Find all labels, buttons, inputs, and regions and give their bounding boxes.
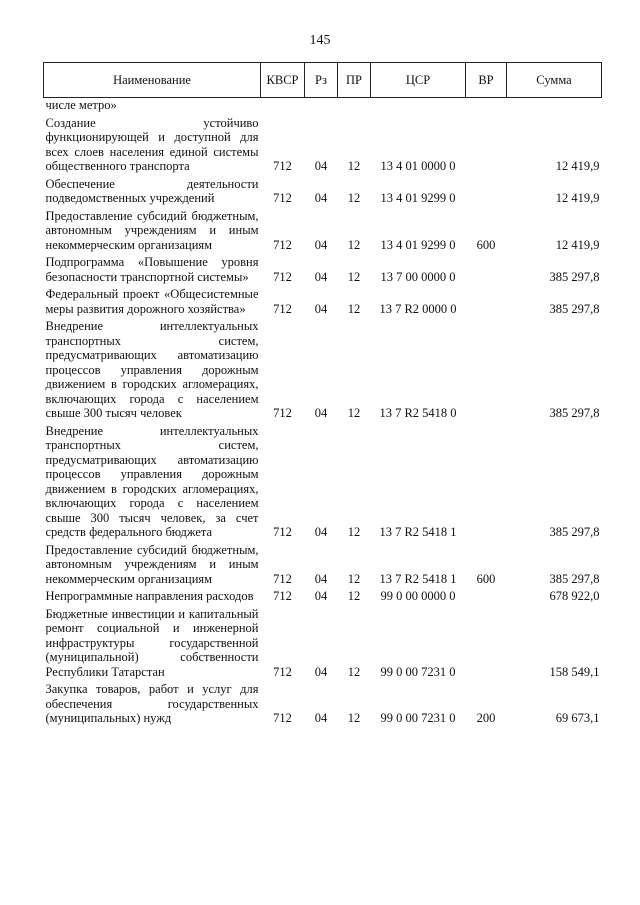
- row-pr: 12: [347, 664, 361, 679]
- row-kvsr: 712: [273, 301, 292, 316]
- row-vr: [466, 115, 507, 176]
- row-vr: [466, 176, 507, 208]
- row-pr: [338, 98, 371, 115]
- row-name: Федеральный проект «Общесистемные меры развития дорожного хозяйства»: [45, 287, 259, 316]
- row-name: Подпрограмма «Повышение уровня безопасности транспортной системы»: [45, 255, 259, 284]
- row-pr: 12: [347, 159, 361, 173]
- row-name: Непрограммные направления расходов: [45, 589, 254, 603]
- table-row: [44, 681, 602, 728]
- table-row: [44, 254, 602, 286]
- row-vr: [466, 254, 507, 286]
- row-rz: 04: [314, 191, 328, 205]
- table-row: [44, 318, 602, 423]
- row-vr: 200: [476, 711, 496, 725]
- row-pr: 12: [347, 269, 361, 284]
- row-pr: 12: [347, 301, 361, 316]
- row-kvsr: 712: [273, 237, 292, 252]
- row-name: Обеспечение деятельности подведомственных учреждений: [45, 176, 259, 205]
- row-csr: 13 4 01 9299 0: [380, 237, 456, 252]
- row-csr: 13 7 00 0000 0: [380, 269, 456, 284]
- column-header-name: Наименование: [44, 63, 261, 98]
- row-sum: 385 297,8: [549, 301, 600, 316]
- row-name: Внедрение интеллектуальных транспортных систем, предусматривающих автоматизацию процессов управления дорожным движением в городских агломерациях, включающих города с населением свыше 300 тысяч человек: [45, 319, 259, 420]
- row-csr: [371, 98, 466, 115]
- row-pr: 12: [347, 711, 361, 725]
- row-sum: 69 673,1: [555, 711, 600, 725]
- row-rz: 04: [314, 525, 328, 539]
- row-kvsr: [261, 98, 305, 115]
- row-pr: 12: [347, 571, 361, 586]
- row-kvsr: 712: [273, 525, 292, 539]
- table-row: [44, 176, 602, 208]
- row-sum: 385 297,8: [549, 571, 600, 586]
- row-rz: 04: [314, 406, 328, 420]
- row-csr: 13 4 01 0000 0: [380, 159, 456, 173]
- row-sum: 12 419,9: [555, 237, 600, 252]
- table-row: [44, 423, 602, 542]
- row-csr: 13 7 R2 5418 1: [379, 571, 457, 586]
- row-sum: 385 297,8: [549, 269, 600, 284]
- row-rz: 04: [314, 159, 328, 173]
- row-csr: 99 0 00 7231 0: [380, 664, 456, 679]
- row-csr: 99 0 00 7231 0: [380, 711, 456, 725]
- table-row: [44, 542, 602, 589]
- page-number: 145: [309, 33, 331, 48]
- row-sum: 12 419,9: [555, 191, 600, 205]
- row-csr: 13 7 R2 0000 0: [379, 301, 457, 316]
- row-pr: 12: [347, 406, 361, 420]
- row-pr: 12: [347, 525, 361, 539]
- table-row: [44, 115, 602, 176]
- row-vr: 600: [476, 571, 496, 586]
- row-sum: 158 549,1: [549, 664, 600, 679]
- row-vr: [466, 286, 507, 318]
- row-name: Создание устойчиво функционирующей и доступной для всех слоев населения единой системы общественного транспорта: [45, 115, 259, 173]
- row-kvsr: 712: [273, 269, 292, 284]
- row-rz: 04: [314, 571, 328, 586]
- row-kvsr: 712: [273, 159, 292, 173]
- row-kvsr: 712: [273, 406, 292, 420]
- row-kvsr: 712: [273, 571, 292, 586]
- row-kvsr: 712: [273, 664, 292, 679]
- row-csr: 13 7 R2 5418 0: [379, 406, 457, 420]
- budget-table: [43, 62, 602, 728]
- row-name: числе метро»: [45, 98, 117, 112]
- row-pr: 12: [347, 191, 361, 205]
- row-rz: 04: [314, 664, 328, 679]
- table-row: [44, 286, 602, 318]
- row-sum: [507, 98, 602, 115]
- column-header-pr: ПР: [338, 63, 371, 98]
- column-header-kvsr: КВСР: [261, 63, 305, 98]
- row-rz: 04: [314, 269, 328, 284]
- table-row: [44, 208, 602, 255]
- row-sum: 385 297,8: [549, 406, 600, 420]
- column-header-csr: ЦСР: [371, 63, 466, 98]
- row-sum: 385 297,8: [549, 525, 600, 539]
- row-pr: 12: [347, 237, 361, 252]
- row-kvsr: 712: [273, 589, 292, 603]
- row-name: Закупка товаров, работ и услуг для обеспечения государственных (муниципальных) нужд: [45, 682, 259, 725]
- column-header-sum: Сумма: [507, 63, 602, 98]
- table-row: [44, 98, 602, 115]
- row-csr: 13 7 R2 5418 1: [379, 525, 457, 539]
- row-vr: [466, 606, 507, 682]
- row-vr: [466, 423, 507, 542]
- row-name: Предоставление субсидий бюджетным, автономным учреждениям и иным некоммерческим организациям: [45, 542, 259, 586]
- row-rz: 04: [314, 237, 328, 252]
- row-vr: [466, 318, 507, 423]
- table-row: [44, 606, 602, 682]
- row-vr: [466, 98, 507, 115]
- column-header-rz: Рз: [305, 63, 338, 98]
- row-sum: 678 922,0: [549, 589, 600, 603]
- table-header-row: [44, 63, 602, 98]
- row-rz: [305, 98, 338, 115]
- row-name: Внедрение интеллектуальных транспортных систем, предусматривающих автоматизацию процессов управления дорожным движением в городских агломерациях, включающих города с населением свыше 300 тысяч человек, за счет средств федерального бюджета: [45, 423, 259, 539]
- row-kvsr: 712: [273, 191, 292, 205]
- row-rz: 04: [314, 589, 328, 603]
- row-kvsr: 712: [273, 711, 292, 725]
- row-rz: 04: [314, 711, 328, 725]
- row-csr: 99 0 00 0000 0: [380, 589, 456, 603]
- row-vr: 600: [476, 237, 496, 252]
- row-rz: 04: [314, 301, 328, 316]
- row-vr: [466, 588, 507, 606]
- row-sum: 12 419,9: [555, 159, 600, 173]
- column-header-vr: ВР: [466, 63, 507, 98]
- row-csr: 13 4 01 9299 0: [380, 191, 456, 205]
- row-pr: 12: [347, 589, 361, 603]
- row-name: Предоставление субсидий бюджетным, автономным учреждениям и иным некоммерческим организациям: [45, 208, 259, 252]
- row-name: Бюджетные инвестиции и капитальный ремонт социальной и инженерной инфраструктуры государственной (муниципальной) собственности Республики Татарстан: [45, 606, 259, 679]
- table-row: [44, 588, 602, 606]
